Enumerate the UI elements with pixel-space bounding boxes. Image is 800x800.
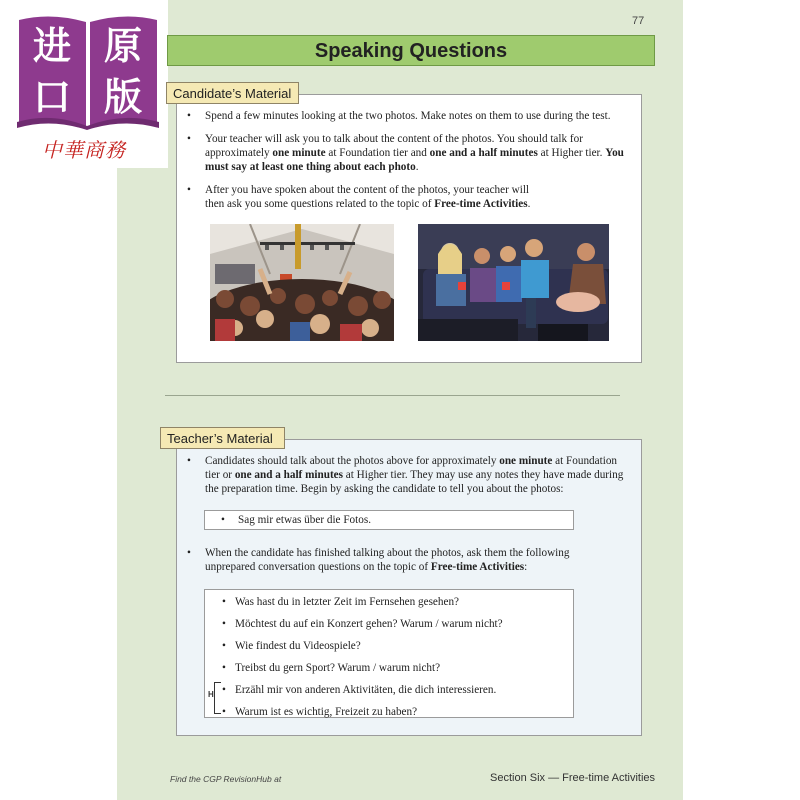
text-run: Free-time Activities bbox=[430, 561, 525, 573]
footer-section-title: Section Six — Free-time Activities bbox=[490, 772, 656, 784]
teacher-instructions-2 bbox=[177, 546, 627, 583]
text-run: one minute bbox=[272, 147, 326, 159]
logo-char: 版 bbox=[103, 75, 143, 119]
footer-revisionhub-text: Find the CGP RevisionHub at bbox=[170, 774, 282, 784]
text-run: After you have spoken about the content of the photos, your teacher will then ask you some questions related to the topic of bbox=[205, 184, 530, 210]
teacher-instructions bbox=[177, 454, 627, 505]
candidate-instruction bbox=[177, 132, 627, 174]
friends-watching-tv-photo bbox=[418, 224, 609, 341]
text-run: at Foundation tier and bbox=[325, 147, 430, 159]
text-run: Candidates should talk about the photos above for approximately bbox=[205, 455, 500, 467]
page-title: Speaking Questions bbox=[314, 40, 508, 62]
question-item: • Möchtest du auf ein Konzert gehen? Warum / warum nicht? bbox=[205, 617, 573, 639]
text-run: one and a half minutes bbox=[234, 469, 343, 481]
text-run: . bbox=[415, 161, 419, 173]
question-list bbox=[205, 595, 573, 727]
text-run: You must say at least one thing about each photo bbox=[205, 147, 624, 173]
conversation-questions-box bbox=[204, 589, 574, 718]
text-run: . bbox=[527, 198, 531, 210]
text-run: : bbox=[524, 561, 528, 573]
page-number: 77 bbox=[632, 15, 645, 27]
question-item: • Erzähl mir von anderen Aktivitäten, die dich interessieren. bbox=[205, 683, 573, 705]
teacher-material-box bbox=[176, 439, 642, 736]
text-run: Free-time Activities bbox=[434, 198, 528, 210]
teacher-material-tab: Teacher’s Material bbox=[160, 427, 285, 449]
candidate-material-tab: Candidate’s Material bbox=[166, 82, 299, 104]
section-divider bbox=[165, 395, 620, 396]
question-item: • Treibst du gern Sport? Warum / warum nicht? bbox=[205, 661, 573, 683]
logo-char: 进 bbox=[32, 24, 72, 68]
candidate-instructions bbox=[177, 109, 627, 220]
candidate-instruction bbox=[177, 183, 627, 211]
opening-prompt: Sag mir etwas über die Fotos. bbox=[238, 514, 371, 526]
candidate-material-box bbox=[176, 94, 642, 363]
text-run: at Higher tier. They may use any notes they have made during the preparation time. Begin by asking the candidate to tell you about the photos: bbox=[205, 469, 624, 495]
concert-photo bbox=[210, 224, 394, 341]
higher-tier-marker: H bbox=[208, 690, 214, 699]
logo-char: 口 bbox=[32, 75, 72, 119]
teacher-instruction bbox=[177, 454, 627, 496]
text-run: at Foundation tier or bbox=[205, 455, 618, 481]
title-bar bbox=[167, 35, 655, 66]
text-run: When the candidate has finished talking about the photos, ask them the following unprepared conversation questions on the topic of bbox=[205, 547, 570, 573]
question-item: • Was hast du in letzter Zeit im Fernsehen gesehen? bbox=[205, 595, 573, 617]
text-run: Spend a few minutes looking at the two photos. Make notes on them to use during the test. bbox=[205, 110, 611, 122]
text-run: Your teacher will ask you to talk about the content of the photos. You should talk for approximately bbox=[205, 133, 583, 159]
opening-prompt-box: • Sag mir etwas über die Fotos. bbox=[204, 510, 574, 530]
question-item: • Wie findest du Videospiele? bbox=[205, 639, 573, 661]
logo-char: 原 bbox=[103, 24, 143, 68]
question-item: • Warum ist es wichtig, Freizeit zu haben? bbox=[205, 705, 573, 727]
higher-tier-bracket bbox=[214, 682, 221, 714]
logo-subtitle: 中華商務 bbox=[42, 138, 126, 162]
text-run: one minute bbox=[499, 455, 553, 467]
text-run: one and a half minutes bbox=[429, 147, 538, 159]
book-logo-icon bbox=[15, 14, 161, 130]
text-run: at Higher tier. bbox=[537, 147, 606, 159]
publisher-logo bbox=[0, 0, 168, 168]
candidate-instruction bbox=[177, 109, 627, 123]
teacher-instruction bbox=[177, 546, 627, 574]
